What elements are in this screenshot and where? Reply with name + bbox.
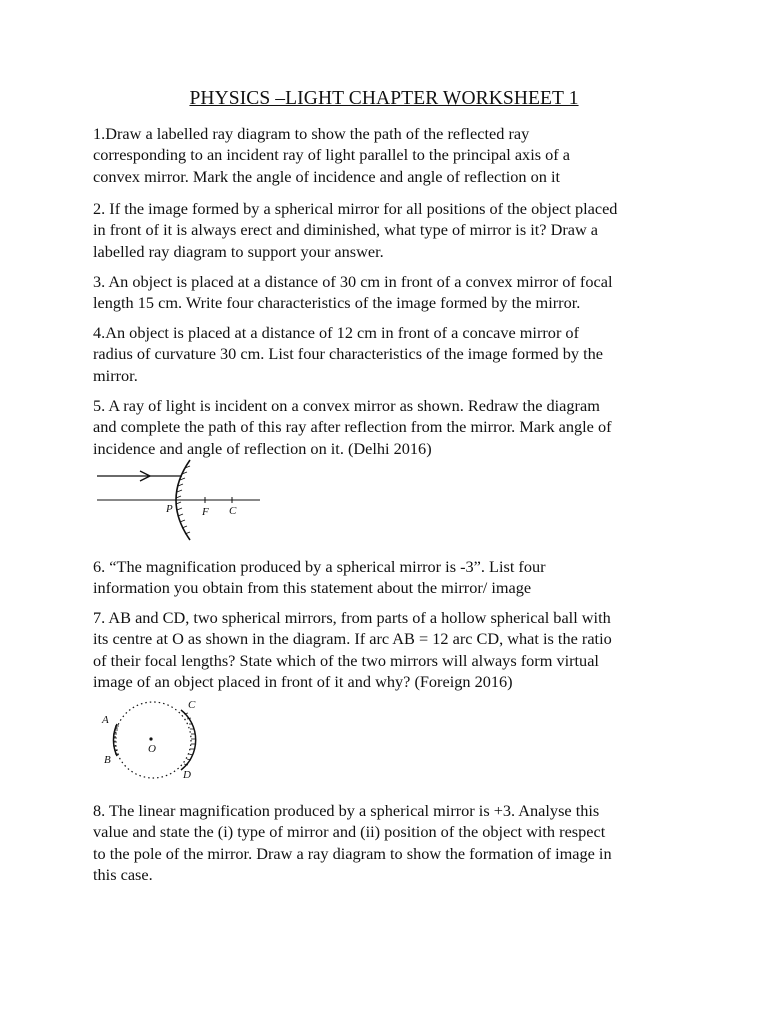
label-c: C [188,699,196,711]
text-line: its centre at O as shown in the diagram. If arc AB = 12 arc CD, what is the ratio [93,629,612,649]
question-7 [93,607,683,692]
text-line: 1.Draw a labelled ray diagram to show the path of the reflected ray [93,124,530,143]
text-line: convex mirror. Mark the angle of incidence and angle of reflection on it [93,166,561,186]
text-line: corresponding to an incident ray of light parallel to the principal axis of a [93,145,570,165]
centre-point [149,737,152,740]
text-line: labelled ray diagram to support your answer. [93,241,384,261]
text-line: 4.An object is placed at a distance of 12 cm in front of a concave mirror of [93,323,579,342]
label-focus: F [202,506,209,518]
label-pole: P [166,503,173,515]
question-6 [93,556,683,599]
convex-mirror-diagram [92,455,267,550]
text-line: to the pole of the mirror. Draw a ray diagram to show the formation of image in [93,843,612,863]
question-1 [93,123,683,187]
label-d: D [183,769,191,781]
text-line: 2. If the image formed by a spherical mirror for all positions of the object placed [93,199,618,218]
text-line: incidence and angle of reflection on it. (Delhi 2016) [93,438,432,458]
text-line: image of an object placed in front of it and why? (Foreign 2016) [93,671,513,691]
text-line: 8. The linear magnification produced by a spherical mirror is +3. Analyse this [93,801,600,820]
question-2 [93,198,683,262]
text-line: 6. “The magnification produced by a spherical mirror is -3”. List four [93,557,546,576]
label-a: A [102,714,109,726]
page-title: PHYSICS –LIGHT CHAPTER WORKSHEET 1 [189,88,579,109]
text-line: of their focal lengths? State which of the two mirrors will always form virtual [93,650,599,670]
text-line: radius of curvature 30 cm. List four characteristics of the image formed by the [93,344,603,364]
text-line: length 15 cm. Write four characteristics of the image formed by the mirror. [93,293,581,313]
question-3 [93,271,683,314]
text-line: 3. An object is placed at a distance of 30 cm in front of a convex mirror of focal [93,272,613,291]
text-line: information you obtain from this statement about the mirror/ image [93,578,532,598]
text-line: in front of it is always erect and diminished, what type of mirror is it? Draw a [93,220,599,240]
question-4 [93,322,683,386]
question-5 [93,395,683,459]
text-line: 5. A ray of light is incident on a convex mirror as shown. Redraw the diagram [93,396,600,415]
text-line: value and state the (i) type of mirror and (ii) position of the object with respect [93,822,606,842]
label-o: O [148,743,156,755]
text-line: and complete the path of this ray after reflection from the mirror. Mark angle of [93,417,612,437]
spherical-ball-diagram [96,696,221,786]
text-line: mirror. [93,365,138,385]
label-centre: C [229,505,237,517]
question-8 [93,800,683,885]
label-b: B [104,754,111,766]
text-line: 7. AB and CD, two spherical mirrors, from parts of a hollow spherical ball with [93,608,611,627]
hollow-ball-outline [115,702,191,778]
text-line: this case. [93,864,153,884]
